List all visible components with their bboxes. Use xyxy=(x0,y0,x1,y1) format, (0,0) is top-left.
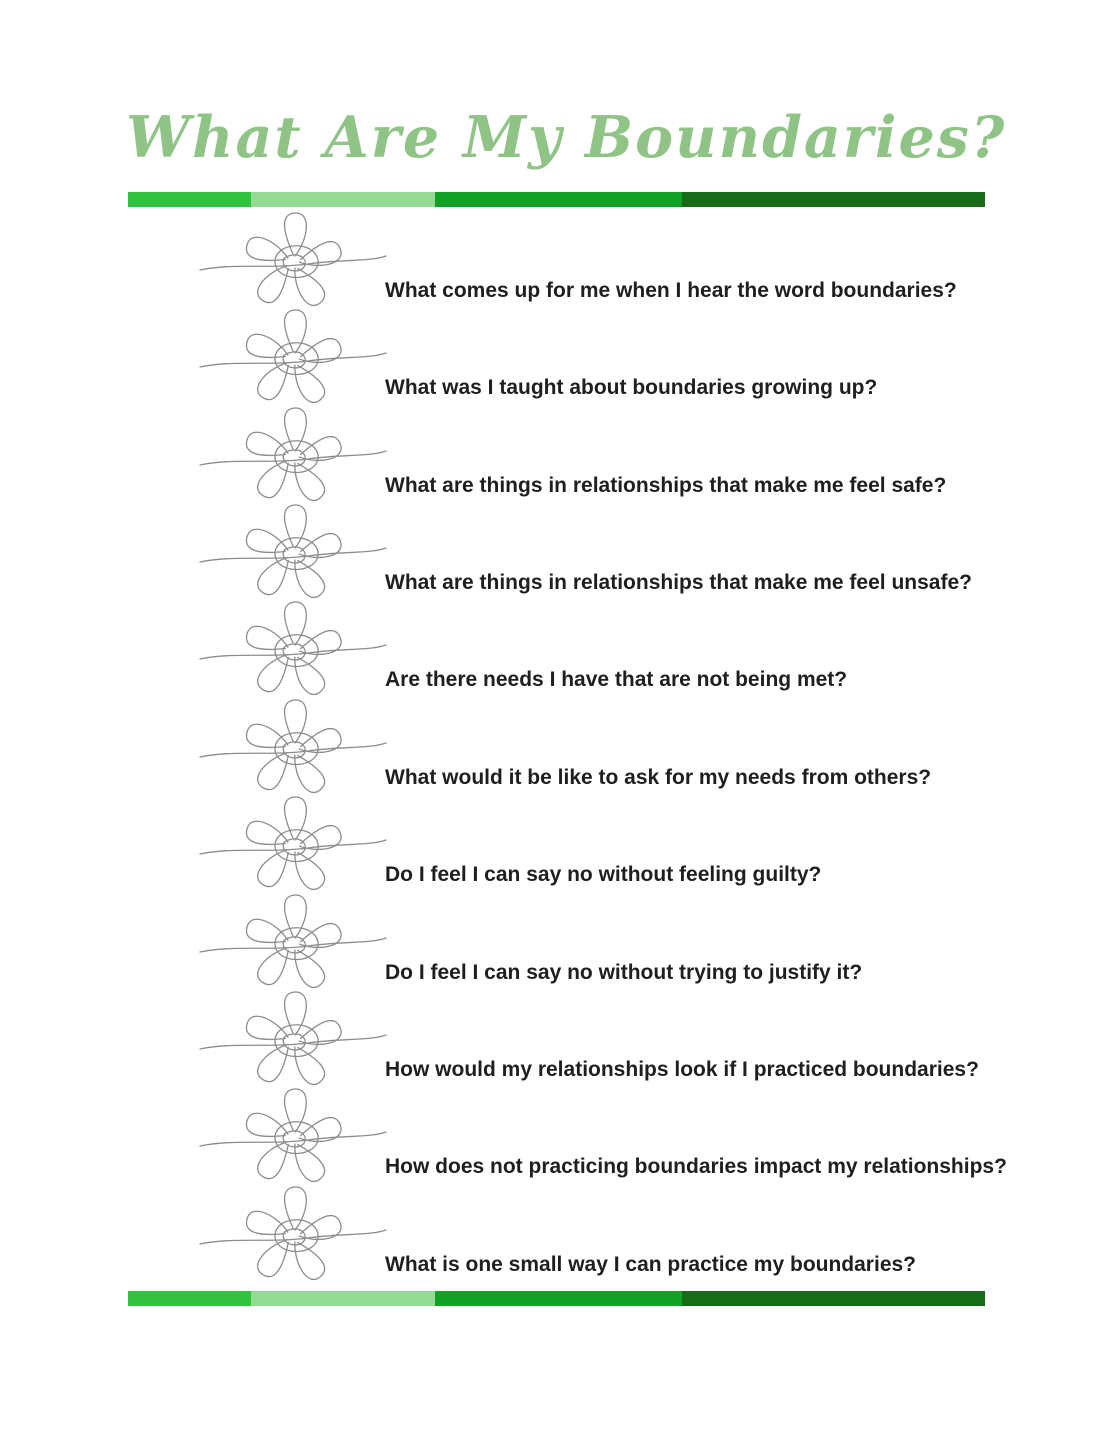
question-text: What are things in relationships that make me feel unsafe? xyxy=(385,571,972,594)
flower-line-art-icon xyxy=(198,303,388,417)
flower-line-art-icon xyxy=(198,595,388,709)
question-row xyxy=(0,1180,1114,1294)
question-row xyxy=(0,1082,1114,1196)
divider-segment xyxy=(251,1291,435,1306)
question-text: What is one small way I can practice my boundaries? xyxy=(385,1253,916,1276)
question-row xyxy=(0,790,1114,904)
question-row xyxy=(0,595,1114,709)
flower-line-art-icon xyxy=(198,790,388,904)
page-title: What Are My Boundaries? xyxy=(126,104,1007,171)
question-text: What was I taught about boundaries growing up? xyxy=(385,376,878,399)
question-text: What would it be like to ask for my needs from others? xyxy=(385,766,932,789)
flower-line-art-icon xyxy=(198,1082,388,1196)
bottom-divider-bar xyxy=(128,1291,985,1306)
question-text: What are things in relationships that make me feel safe? xyxy=(385,474,947,497)
question-row xyxy=(0,303,1114,417)
divider-segment xyxy=(435,192,682,207)
question-text: Do I feel I can say no without trying to justify it? xyxy=(385,961,863,984)
question-text: Do I feel I can say no without feeling guilty? xyxy=(385,863,822,886)
divider-segment xyxy=(128,192,251,207)
question-text: Are there needs I have that are not being met? xyxy=(385,668,848,691)
divider-segment xyxy=(251,192,435,207)
question-text: How would my relationships look if I practiced boundaries? xyxy=(385,1058,979,1081)
divider-segment xyxy=(682,1291,985,1306)
divider-segment xyxy=(682,192,985,207)
divider-segment xyxy=(128,1291,251,1306)
question-text: How does not practicing boundaries impact my relationships? xyxy=(385,1155,1007,1178)
divider-segment xyxy=(435,1291,682,1306)
top-divider-bar xyxy=(128,192,985,207)
flower-line-art-icon xyxy=(198,1180,388,1294)
question-text: What comes up for me when I hear the word boundaries? xyxy=(385,279,957,302)
